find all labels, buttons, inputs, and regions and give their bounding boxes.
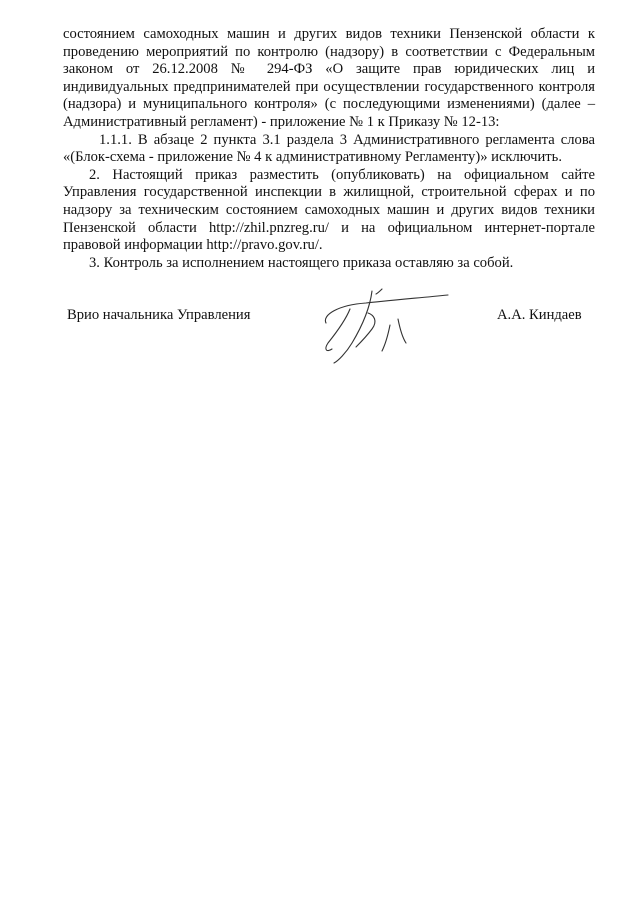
paragraph-item-3-control: 3. Контроль за исполнением настоящего приказа оставляю за собой. — [89, 254, 514, 271]
paragraph-item-2-publication: 2. Настоящий приказ разместить (опубликовать) на официальном сайте Управления государственной инспекции в жилищной, строительной сферах и по надзору за техническим состоянием самоходных машин и других видов техники Пензенской области http://zhil.pnzreg.ru/ и на официальном интернет-портале правовой информации http://pravo.gov.ru/. — [63, 166, 595, 254]
paragraph-regulation-reference: состоянием самоходных машин и других видов техники Пензенской области к проведению мероприятий по контролю (надзору) в соответствии с Федеральным законом от 26.12.2008 № 294-ФЗ «О защите прав юридических лиц и индивидуальных предпринимателей при осуществлении государственного контроля (надзора) и муниципального контроля» (с последующими изменениями) (далее – Административный регламент) - приложение № 1 к Приказу № 12-13: — [63, 26, 595, 130]
signer-name: А.А. Киндаев — [497, 307, 582, 323]
signer-position: Врио начальника Управления — [67, 307, 251, 323]
document-body — [63, 26, 595, 272]
paragraph-item-1-1-1: 1.1.1. В абзаце 2 пункта 3.1 раздела 3 Административного регламента слова «(Блок-схема - приложение № 4 к административному Регламенту)» исключить. — [63, 131, 595, 166]
signature-block — [0, 300, 640, 380]
handwritten-signature — [308, 285, 468, 375]
